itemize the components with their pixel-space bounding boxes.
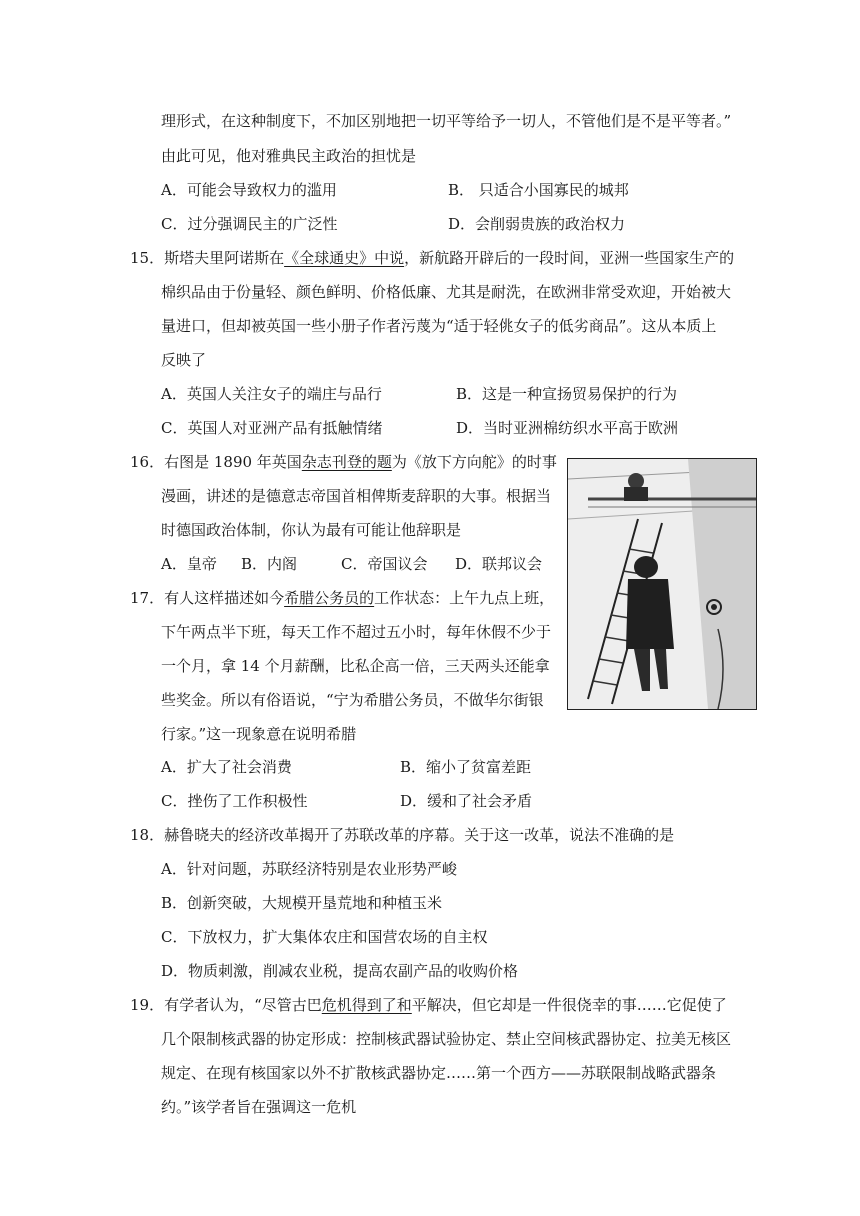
q15-text-b: ，新航路开辟后的一段时间，亚洲一些国家生产的 bbox=[404, 249, 735, 267]
cartoon-illustration bbox=[568, 459, 756, 709]
q16-text-b: 为《放下方向舵》的时事 bbox=[391, 453, 557, 471]
q18-stem bbox=[130, 825, 674, 845]
q19-stem-line-2: 几个限制核武器的协定形成：控制核武器试验协定、禁止空间核武器协定、拉美无核区 bbox=[161, 1030, 732, 1048]
q19-text-b: 平解决，但它却是一件很侥幸的事……它促使了 bbox=[411, 996, 727, 1014]
q16-option-d: D．联邦议会 bbox=[455, 555, 543, 573]
q17-stem-line-2: 下午两点半下班，每天工作不超过五小时，每年休假不少于 bbox=[161, 623, 552, 641]
q17-option-a: A．扩大了社会消费 bbox=[161, 758, 292, 776]
q19-text-a: 有学者认为，“尽管古巴 bbox=[164, 996, 322, 1014]
q17-number: 17． bbox=[130, 589, 165, 607]
q15-option-d: D．当时亚洲棉纺织水平高于欧洲 bbox=[456, 419, 679, 437]
q18-option-d: D．物质刺激，削减农业税，提高农副产品的收购价格 bbox=[161, 962, 519, 980]
q14-stem-line-1: 理形式，在这种制度下，不加区别地把一切平等给予一切人，不管他们是不是平等者。” bbox=[161, 112, 732, 130]
q16-stem-line-1 bbox=[130, 452, 557, 472]
q18-number: 18． bbox=[130, 826, 165, 844]
q17-stem-line-5: 行家。”这一现象意在说明希腊 bbox=[161, 725, 357, 743]
q16-stem-line-2: 漫画，讲述的是德意志帝国首相俾斯麦辞职的大事。根据当 bbox=[161, 487, 552, 505]
q15-underlined-source: 《全球通史》中说 bbox=[284, 249, 405, 267]
q19-stem-line-1 bbox=[130, 995, 727, 1015]
q16-number: 16． bbox=[130, 453, 165, 471]
q14-stem-line-2: 由此可见，他对雅典民主政治的担忧是 bbox=[161, 147, 417, 165]
q19-number: 19． bbox=[130, 996, 165, 1014]
q15-stem-line-2: 棉织品由于份量轻、颜色鲜明、价格低廉、尤其是耐洗，在欧洲非常受欢迎，开始被大 bbox=[161, 283, 732, 301]
q16-option-c: C．帝国议会 bbox=[341, 555, 428, 573]
q19-stem-line-4: 约。”该学者旨在强调这一危机 bbox=[161, 1098, 357, 1116]
q17-stem-line-4: 些奖金。所以有俗语说，“宁为希腊公务员，不做华尔街银 bbox=[161, 691, 544, 709]
q16-text-a: 右图是 1890 年英国 bbox=[164, 453, 302, 471]
q18-text: 赫鲁晓夫的经济改革揭开了苏联改革的序幕。关于这一改革，说法不准确的是 bbox=[164, 826, 675, 844]
q16-option-a: A．皇帝 bbox=[161, 555, 217, 573]
q17-stem-line-3: 一个月，拿 14 个月薪酬，比私企高一倍，三天两头还能拿 bbox=[161, 657, 550, 675]
q17-option-b: B．缩小了贫富差距 bbox=[400, 758, 532, 776]
q16-option-b: B．内阁 bbox=[241, 555, 298, 573]
q15-option-b: B．这是一种宣扬贸易保护的行为 bbox=[456, 385, 678, 403]
q17-option-d: D．缓和了社会矛盾 bbox=[400, 792, 533, 810]
q14-option-b: B． 只适合小国寡民的城邦 bbox=[448, 181, 629, 199]
q14-option-d: D．会削弱贵族的政治权力 bbox=[448, 215, 626, 233]
q15-stem-line-1 bbox=[130, 248, 734, 268]
q17-text-b: 工作状态：上午九点上班， bbox=[374, 589, 555, 607]
q15-number: 15． bbox=[130, 249, 165, 267]
q15-stem-line-4: 反映了 bbox=[161, 351, 207, 369]
q15-option-a: A．英国人关注女子的端庄与品行 bbox=[161, 385, 382, 403]
q18-option-b: B．创新突破，大规模开垦荒地和种植玉米 bbox=[161, 894, 443, 912]
q19-stem-line-3: 规定、在现有核国家以外不扩散核武器协定……第一个西方——苏联限制战略武器条 bbox=[161, 1064, 717, 1082]
q16-stem-line-3: 时德国政治体制，你认为最有可能让他辞职是 bbox=[161, 521, 462, 539]
q17-underlined: 希腊公务员的 bbox=[284, 589, 375, 607]
q15-stem-line-3: 量进口，但却被英国一些小册子作者污蔑为“适于轻佻女子的低劣商品”。这从本质上 bbox=[161, 317, 717, 335]
dropping-the-pilot-cartoon bbox=[567, 458, 757, 710]
q19-underlined: 危机得到了和 bbox=[321, 996, 412, 1014]
q18-option-a: A．针对问题，苏联经济特别是农业形势严峻 bbox=[161, 860, 457, 878]
q16-underlined: 杂志刊登的题 bbox=[301, 453, 392, 471]
q15-option-c: C．英国人对亚洲产品有抵触情绪 bbox=[161, 419, 383, 437]
q17-stem-line-1 bbox=[130, 588, 554, 608]
q17-option-c: C．挫伤了工作积极性 bbox=[161, 792, 308, 810]
q17-text-a: 有人这样描述如今 bbox=[164, 589, 285, 607]
q15-text-a: 斯塔夫里阿诺斯在 bbox=[164, 249, 285, 267]
q18-option-c: C．下放权力，扩大集体农庄和国营农场的自主权 bbox=[161, 928, 488, 946]
q14-option-a: A．可能会导致权力的滥用 bbox=[161, 181, 337, 199]
q14-option-c: C．过分强调民主的广泛性 bbox=[161, 215, 338, 233]
